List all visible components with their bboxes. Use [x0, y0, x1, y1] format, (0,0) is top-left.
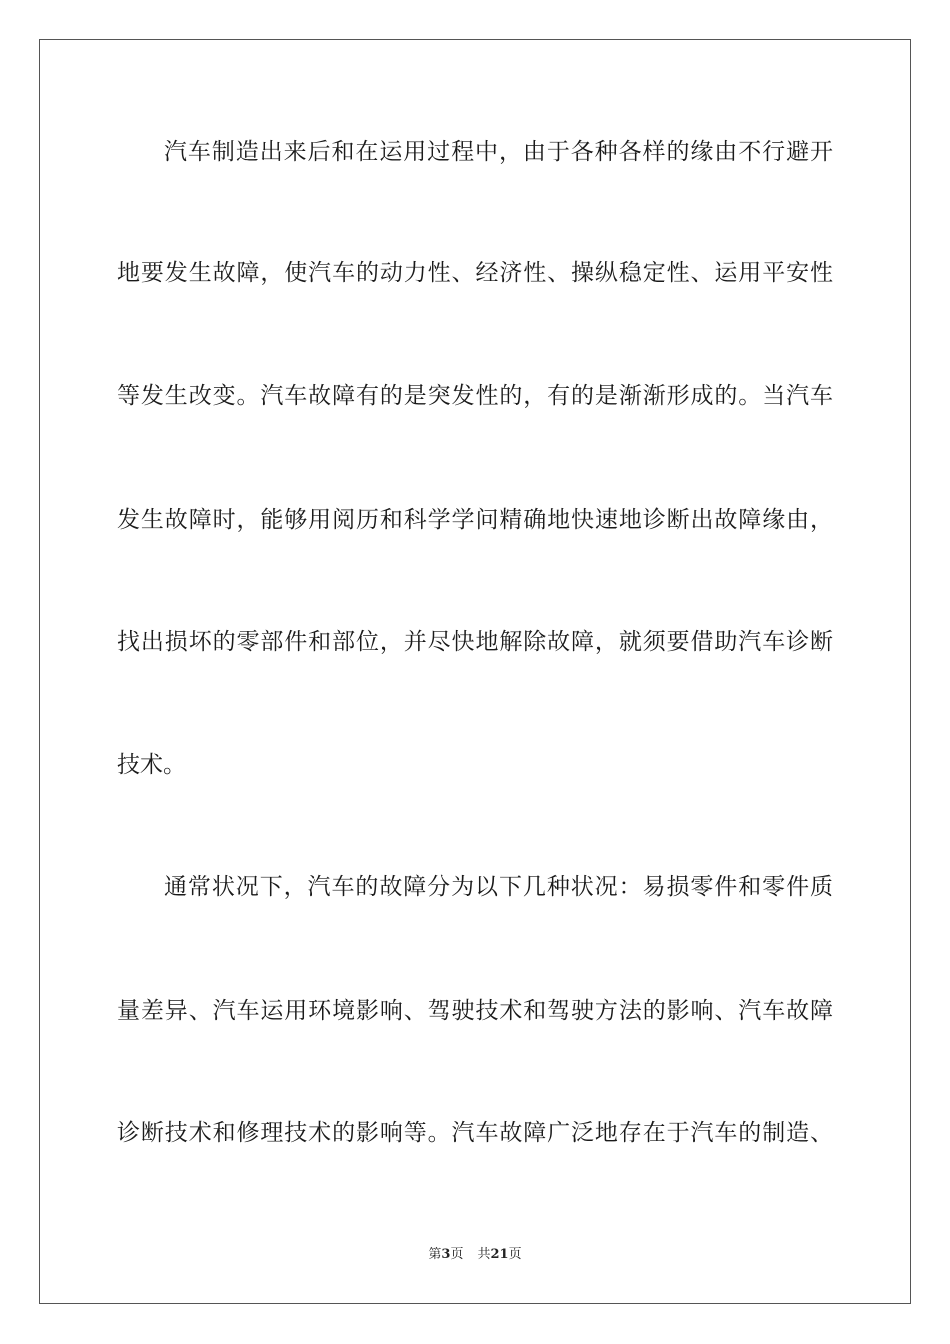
paragraph-1-line-1: 汽车制造出来后和在运用过程中，由于各种各样的缘由不行避开 — [164, 139, 833, 165]
paragraph-2-line-2: 量差异、汽车运用环境影响、驾驶技术和驾驶方法的影响、汽车故障 — [117, 998, 833, 1024]
page-frame — [39, 39, 911, 1304]
footer-total-pages: 21 — [490, 1247, 509, 1262]
footer-page-number: 3 — [441, 1247, 451, 1262]
paragraph-2-line-3: 诊断技术和修理技术的影响等。汽车故障广泛地存在于汽车的制造、 — [117, 1120, 833, 1146]
footer-total-prefix: 共 — [477, 1247, 491, 1262]
paragraph-1-line-4: 发生故障时，能够用阅历和科学学问精确地快速地诊断出故障缘由， — [117, 507, 833, 533]
footer-total-suffix: 页 — [508, 1247, 522, 1262]
paragraph-1-line-6: 技术。 — [117, 752, 186, 778]
page-footer — [0, 1246, 950, 1264]
footer-page-prefix: 第 — [428, 1247, 442, 1262]
paragraph-1-line-5: 找出损坏的零部件和部位，并尽快地解除故障，就须要借助汽车诊断 — [117, 629, 833, 655]
paragraph-2-line-1: 通常状况下，汽车的故障分为以下几种状况：易损零件和零件质 — [164, 874, 833, 900]
paragraph-1-line-3: 等发生改变。汽车故障有的是突发性的，有的是渐渐形成的。当汽车 — [117, 383, 833, 409]
paragraph-1-line-2: 地要发生故障，使汽车的动力性、经济性、操纵稳定性、运用平安性 — [117, 260, 833, 286]
footer-page-suffix: 页 — [450, 1247, 464, 1262]
